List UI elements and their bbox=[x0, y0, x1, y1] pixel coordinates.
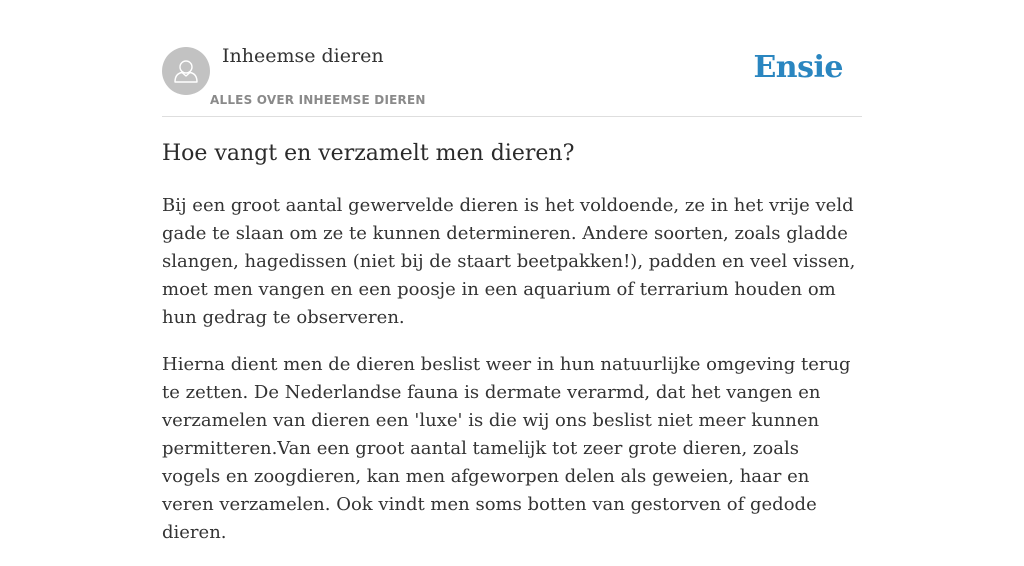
avatar[interactable] bbox=[162, 47, 210, 95]
page-container bbox=[162, 0, 862, 543]
blog-title[interactable]: Inheemse dieren bbox=[222, 45, 384, 67]
user-silhouette-icon bbox=[162, 47, 210, 95]
article-title: Hoe vangt en verzamelt men dieren? bbox=[162, 141, 575, 166]
article-paragraph: Bij een groot aantal gewervelde dieren is het voldoende, ze in het vrije veld gade te slaan om ze te kunnen determineren. Andere soorten, zoals gladde slangen, hagedissen (niet bij de staart beetpakken!), padden en veel vissen, moet men vangen en een poosje in een aquarium of terrarium houden om hun gedrag te observeren. bbox=[162, 195, 856, 328]
article-body bbox=[162, 192, 862, 566]
article-paragraph: Hierna dient men de dieren beslist weer in hun natuurlijke omgeving terug te zetten. De Nederlandse fauna is dermate verarmd, dat het vangen en verzamelen van dieren een 'luxe' is die wij ons beslist niet meer kunnen permitteren.Van een groot aantal tamelijk tot zeer grote dieren, zoals vogels en zoogdieren, kan men afgeworpen delen als geweien, haar en veren verzamelen. Ook vindt men soms botten van gestorven of gedode dieren. bbox=[162, 354, 851, 543]
blog-header bbox=[162, 0, 862, 117]
blog-subtitle: ALLES OVER INHEEMSE DIEREN bbox=[210, 93, 426, 107]
ensie-logo[interactable]: Ensie bbox=[753, 50, 843, 85]
